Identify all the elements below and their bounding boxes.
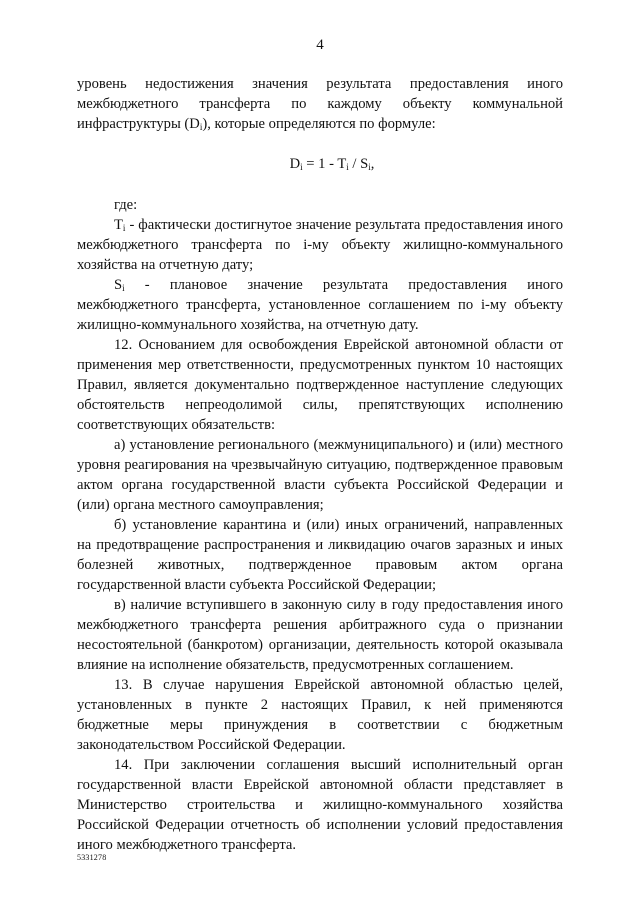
where-label: где: [114,197,138,213]
page-number: 4 [316,37,324,53]
paragraph-13: 13. В случае нарушения Еврейской автономной областью целей, установленных в пункте 2 настоящих Правил, к ней применяются бюджетные меры принуждения в соответствии с бюджетным законодательством Российской Федерации. [77,677,563,753]
definition-s: $S_i$ - плановое значение результата предоставления иного межбюджетного трансферта, установленное соглашением по i-му объекту жилищно-коммунального хозяйства, на отчетную дату. [77,277,563,333]
document-code: 5331278 [77,853,107,862]
intro-paragraph: уровень недостижения значения результата предоставления иного межбюджетного трансферта по каждому объекту коммунальной инфраструктуры $(D_i)$, которые определяются по формуле: [77,76,563,132]
paragraph-12b: б) установление карантина и (или) иных ограничений, направленных на предотвращение распространения и ликвидацию очагов заразных и иных болезней животных, подтвержденное правовым актом органа государственной власти субъекта Российской Федерации; [77,517,563,593]
paragraph-12a: а) установление регионального (межмуниципального) и (или) местного уровня реагирования на чрезвычайную ситуацию, подтвержденное правовым актом органа государственной власти субъекта Российской Федерации и (или) органа местного самоуправления; [77,437,563,513]
paragraph-12c: в) наличие вступившего в законную силу в году предоставления иного межбюджетного трансферта решения арбитражного суда о признании несостоятельной (банкротом) организации, деятельность которой оказывала влияние на исполнение обязательств, предусмотренных соглашением. [77,597,563,673]
var-d: D [189,116,200,132]
paragraph-14: 14. При заключении соглашения высший исполнительный орган государственной власти Еврейской автономной области представляет в Министерство строительства и жилищно-коммунального хозяйства Российской Федерации отчетность об исполнении условий предоставления иного межбюджетного трансферта. [77,757,563,853]
var-d-sub: i [199,122,203,132]
document-body [77,74,563,855]
paragraph-12: 12. Основанием для освобождения Еврейской автономной области от применения мер ответственности, предусмотренных пунктом 10 настоящих Правил, является документально подтвержденное наступление следующих обстоятельств непреодолимой силы, препятствующих исполнению соответствующих обязательств: [77,337,563,433]
definition-t: $T_i$ - фактически достигнутое значение результата предоставления иного межбюджетного трансферта по i-му объекту жилищно-коммунального хозяйства на отчетную дату; [77,217,563,273]
formula: $D_i = 1 - T_i / S_i$, [289,156,375,172]
